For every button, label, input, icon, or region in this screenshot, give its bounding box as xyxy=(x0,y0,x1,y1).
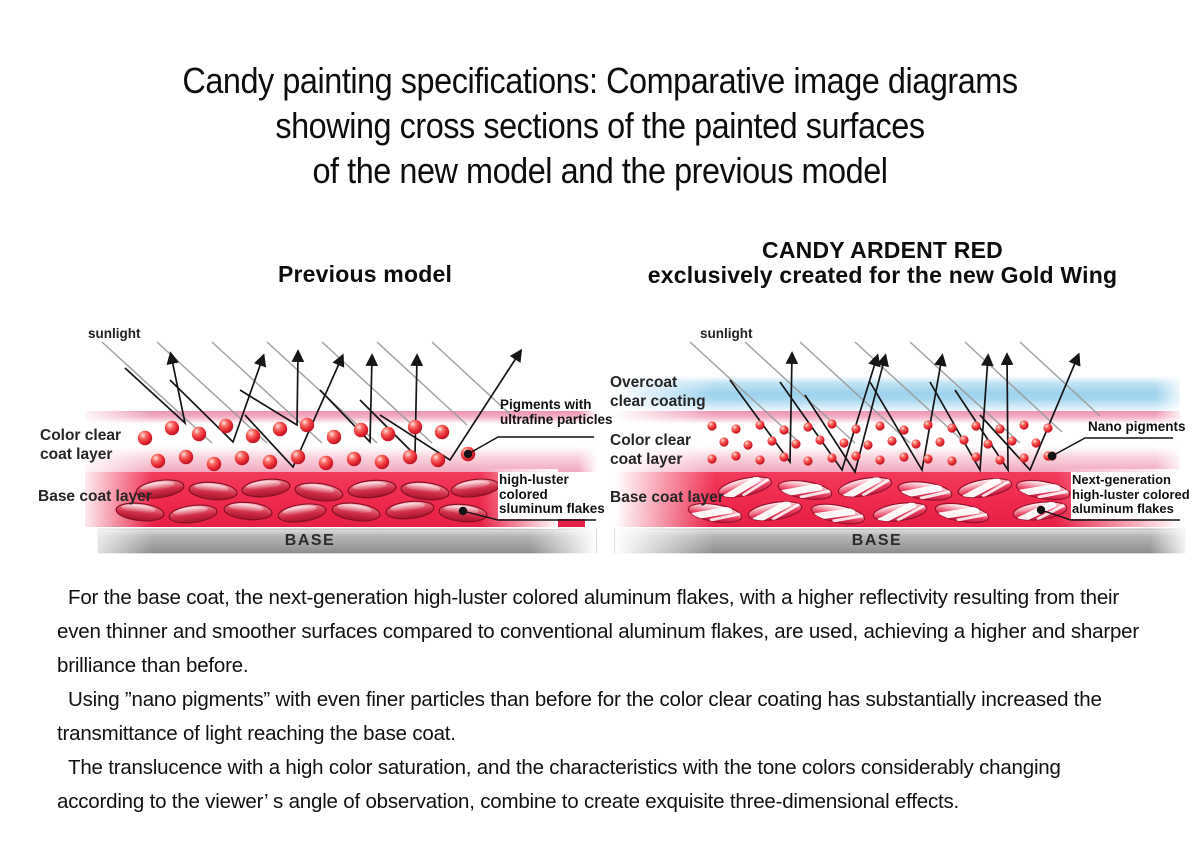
annotation-line: sluminum flakes xyxy=(499,501,605,516)
annotation-line: aluminum flakes xyxy=(1072,501,1174,516)
label-line: Color clear xyxy=(610,432,691,449)
previous-model-heading: Previous model xyxy=(277,261,453,287)
marker-dot xyxy=(1037,506,1045,514)
sunlight-label: sunlight xyxy=(88,326,141,341)
base-coat-layer-label: Base coat layer xyxy=(38,488,152,505)
body-paragraph: Using ”nano pigments” with even finer particles than before for the color clear coating has substantially increased the transmittance of light reaching the base coat. xyxy=(57,688,1102,745)
new-model-heading xyxy=(600,238,1165,288)
marker-dot xyxy=(1048,452,1056,460)
new-model-heading-line2: exclusively created for the new Gold Wing xyxy=(647,262,1118,288)
marker-dot xyxy=(459,507,467,515)
page-title-line2: showing cross sections of the painted surfaces xyxy=(275,105,925,146)
annotation-line: ultrafine particles xyxy=(500,411,613,427)
next-gen-flakes-annotation xyxy=(1071,472,1192,519)
annotation-line: high-luster xyxy=(499,472,569,487)
body-paragraph: For the base coat, the next-generation high-luster colored aluminum flakes, with a higher reflectivity resulting from their even thinner and smoother surfaces compared to conventional aluminum flakes, are used, achieving a higher and sharper brilliance than before. xyxy=(57,586,1139,677)
description-text xyxy=(57,581,1147,819)
base-caption: BASE xyxy=(851,532,903,549)
edge-fade xyxy=(1150,528,1190,554)
marker-dot xyxy=(464,450,472,458)
edge-fade xyxy=(530,528,596,554)
nano-pigments-annotation: Nano pigments xyxy=(1088,419,1186,434)
label-line: Overcoat xyxy=(610,374,678,391)
new-model-diagram xyxy=(600,320,1200,565)
annotation-line: Next-generation xyxy=(1072,472,1171,487)
previous-model-diagram xyxy=(30,320,615,565)
label-line: coat layer xyxy=(610,450,683,468)
color-clear-coat-layer-label xyxy=(40,427,121,464)
base-coat-layer-label: Base coat layer xyxy=(610,489,724,506)
page-title-line1: Candy painting specifications: Comparative image diagrams xyxy=(182,60,1018,101)
annotation-line: high-luster colored xyxy=(1072,486,1190,502)
new-model-heading-line1: CANDY ARDENT RED xyxy=(762,237,1003,263)
label-line: Color clear xyxy=(40,427,121,444)
pigments-annotation xyxy=(500,398,613,427)
page-title xyxy=(60,58,1140,193)
label-line: clear coating xyxy=(610,392,706,410)
page-title-line3: of the new model and the previous model xyxy=(312,150,888,191)
aluminum-flakes-annotation xyxy=(498,472,607,519)
overcoat-clear-coating-label xyxy=(610,374,706,411)
body-paragraph: The translucence with a high color saturation, and the characteristics with the tone colors considerably changing according to the viewer’ s angle of observation, combine to create exquisite three-dimensional effects. xyxy=(57,756,1061,813)
annotation-line: Pigments with xyxy=(500,397,592,412)
annotation-line: colored xyxy=(499,486,548,502)
color-clear-coat-layer-label xyxy=(610,432,691,469)
base-caption: BASE xyxy=(284,532,336,549)
label-line: coat layer xyxy=(40,445,113,463)
sunlight-label: sunlight xyxy=(700,326,753,341)
